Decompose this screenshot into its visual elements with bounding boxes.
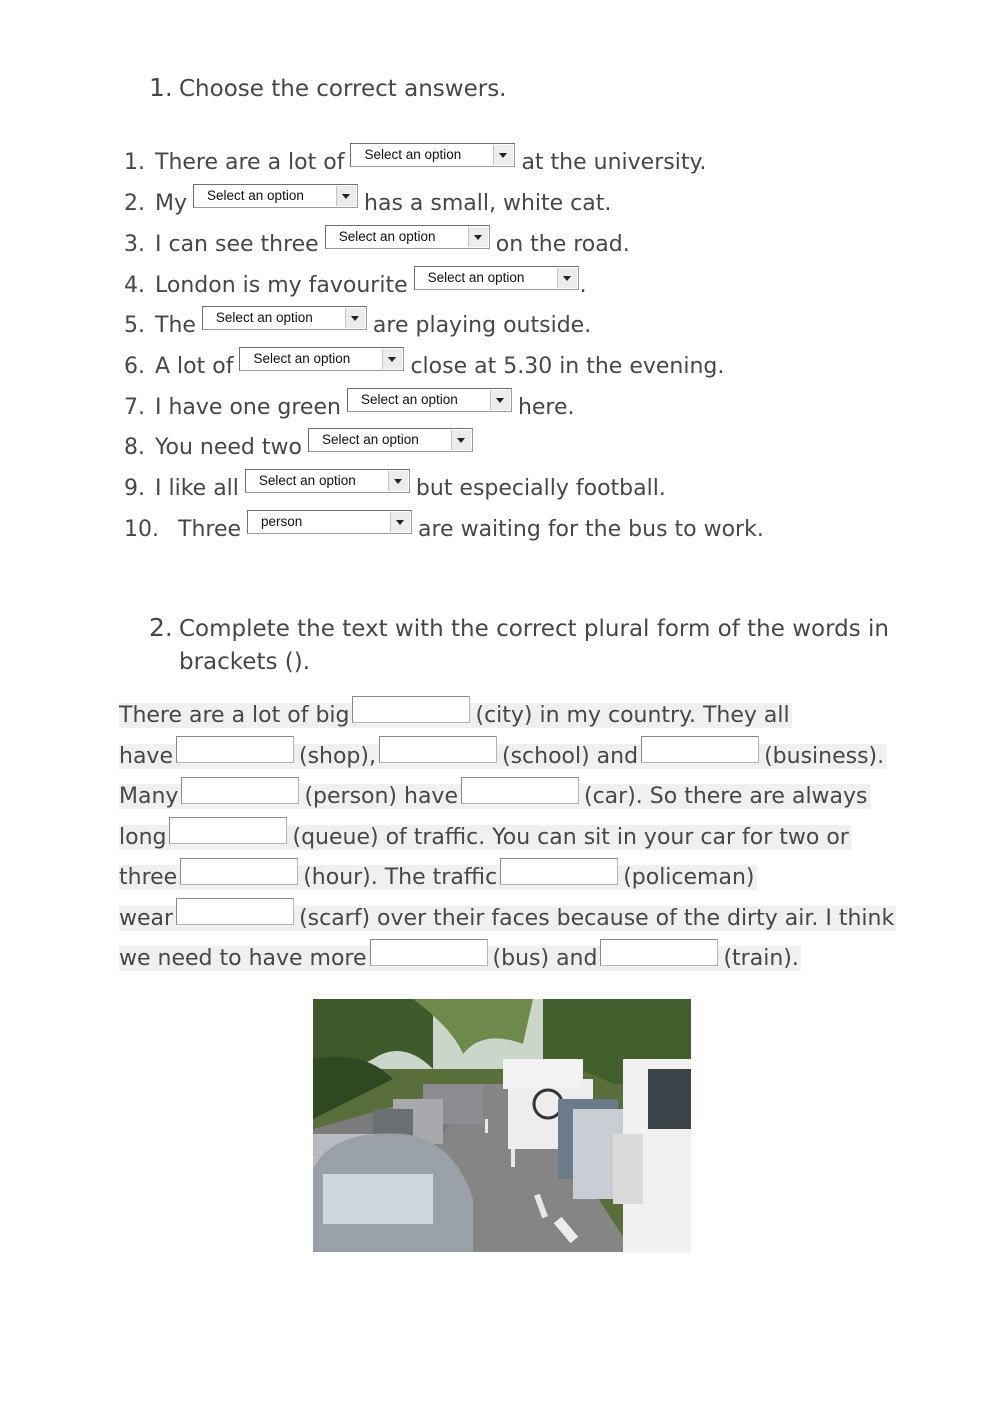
answer-select-5[interactable]: [202, 306, 367, 330]
paragraph-text: (train).: [723, 946, 799, 971]
section-2-title-line-1: Complete the text with the correct plural form of the words in: [179, 616, 890, 642]
paragraph-line-4: [119, 818, 896, 859]
question-number: 5.: [124, 313, 145, 338]
paragraph-line-1-content: [119, 703, 792, 728]
answer-input-hour[interactable]: [180, 858, 298, 885]
question-number: 10.: [124, 517, 159, 542]
paragraph-line-7: [119, 939, 896, 980]
answer-input-train[interactable]: [600, 939, 718, 966]
paragraph-line-7-content: [119, 946, 801, 971]
dropdown-arrow-icon[interactable]: [382, 349, 402, 369]
answer-select-4[interactable]: [414, 266, 579, 290]
section-2-title-line-2: brackets ().: [179, 649, 311, 675]
section-2-heading-continued: [179, 645, 310, 680]
select-value: Select an option: [253, 351, 351, 366]
question-1: [124, 143, 706, 183]
answer-input-scarf[interactable]: [176, 898, 294, 925]
section-1-number: 1.: [149, 73, 173, 102]
paragraph-text: (shop),: [298, 743, 376, 769]
question-text-after: here.: [517, 395, 575, 420]
section-1-heading: [149, 70, 507, 107]
question-text-before: London is my favourite: [155, 273, 408, 298]
paragraph-text: long: [119, 824, 167, 850]
answer-input-business[interactable]: [641, 736, 759, 763]
paragraph-text: (policeman): [623, 865, 755, 890]
paragraph-line-5-content: [119, 865, 757, 890]
paragraph-line-6-content: [119, 906, 896, 931]
question-text-before: You need two: [155, 435, 302, 460]
select-value: Select an option: [321, 432, 419, 447]
dropdown-arrow-icon[interactable]: [451, 430, 471, 450]
answer-select-9[interactable]: [245, 469, 410, 493]
question-text-after: but especially football.: [415, 476, 666, 501]
paragraph-text: (school) and: [501, 743, 639, 769]
answer-select-8[interactable]: [308, 428, 473, 452]
paragraph-text: three: [119, 865, 178, 890]
dropdown-arrow-icon[interactable]: [390, 512, 410, 532]
dropdown-arrow-icon[interactable]: [336, 186, 356, 206]
select-value: Select an option: [215, 310, 313, 325]
question-text-before: The: [155, 313, 196, 338]
question-4: [124, 266, 587, 306]
dropdown-arrow-icon[interactable]: [557, 268, 577, 288]
answer-input-car[interactable]: [461, 777, 579, 804]
paragraph-text: (person) have: [304, 784, 458, 809]
question-number: 2.: [124, 191, 145, 216]
select-value: Select an option: [338, 229, 436, 244]
question-text-before: I have one green: [155, 395, 341, 420]
question-number: 1.: [124, 150, 145, 175]
question-text-after: .: [579, 273, 587, 298]
question-5: [124, 306, 591, 346]
question-text-before: There are a lot of: [155, 150, 345, 175]
answer-input-bus[interactable]: [370, 939, 488, 966]
paragraph-text: have: [119, 743, 173, 769]
paragraph-text: (bus) and: [492, 946, 598, 971]
dropdown-arrow-icon[interactable]: [493, 145, 513, 165]
question-text-before: I like all: [155, 476, 239, 501]
question-text-before: Three: [178, 517, 242, 542]
dropdown-arrow-icon[interactable]: [388, 471, 408, 491]
question-number: 8.: [124, 435, 145, 460]
answer-select-1[interactable]: [350, 143, 515, 167]
question-number: 9.: [124, 476, 145, 501]
question-text-before: My: [155, 191, 188, 216]
question-text-before: I can see three: [155, 232, 319, 257]
question-6: [124, 347, 724, 387]
question-3: [124, 225, 630, 265]
question-number: 4.: [124, 273, 145, 298]
paragraph-line-1: [119, 696, 896, 737]
answer-select-3[interactable]: [325, 225, 490, 249]
question-number: 3.: [124, 232, 145, 257]
answer-select-7[interactable]: [347, 388, 512, 412]
question-10: [124, 510, 764, 550]
dropdown-arrow-icon[interactable]: [490, 390, 510, 410]
answer-input-city[interactable]: [352, 696, 470, 723]
select-value: Select an option: [360, 392, 458, 407]
paragraph-line-2: [119, 737, 896, 778]
paragraph-text: (car). So there are always: [584, 784, 868, 809]
select-value: Select an option: [427, 270, 525, 285]
select-value: Select an option: [364, 147, 462, 162]
traffic-jam-illustration: [313, 999, 691, 1252]
paragraph-line-3-content: [119, 784, 870, 809]
traffic-jam-photo: [313, 999, 691, 1252]
paragraph-text: Many: [119, 784, 179, 809]
paragraph-text: (business).: [764, 743, 885, 769]
answer-select-6[interactable]: [239, 347, 404, 371]
paragraph-text: we need to have more: [119, 946, 367, 971]
section-2-number: 2.: [149, 613, 173, 642]
fill-in-paragraph: [119, 696, 896, 980]
question-7: [124, 388, 575, 428]
question-text-after: are playing outside.: [372, 313, 592, 338]
section-2-heading: [149, 610, 889, 647]
answer-select-10[interactable]: [247, 510, 412, 534]
paragraph-line-6: [119, 899, 896, 940]
paragraph-line-5: [119, 858, 896, 899]
question-9: [124, 469, 666, 509]
paragraph-text: (city) in my country. They all: [475, 703, 790, 728]
question-text-before: A lot of: [155, 354, 234, 379]
select-value: Select an option: [258, 473, 356, 488]
question-2: [124, 184, 611, 224]
question-number: 6.: [124, 354, 145, 379]
dropdown-arrow-icon[interactable]: [468, 227, 488, 247]
question-text-after: at the university.: [521, 150, 707, 175]
paragraph-line-4-content: [119, 825, 851, 850]
question-text-after: has a small, white cat.: [364, 191, 612, 216]
paragraph-line-3: [119, 777, 896, 818]
question-8: [124, 428, 479, 468]
answer-input-school[interactable]: [379, 736, 497, 763]
dropdown-arrow-icon[interactable]: [345, 308, 365, 328]
answer-input-shop[interactable]: [176, 736, 294, 763]
paragraph-line-2-content: [119, 744, 886, 769]
answer-input-queue[interactable]: [169, 817, 287, 844]
question-text-after: close at 5.30 in the evening.: [410, 354, 725, 379]
select-value: Select an option: [207, 188, 304, 203]
question-number: 7.: [124, 395, 145, 420]
paragraph-text: (queue) of traffic. You can sit in your car for two or: [292, 824, 849, 850]
select-value: person: [261, 514, 303, 529]
paragraph-text: wear: [119, 905, 174, 931]
section-1-title: Choose the correct answers.: [179, 76, 507, 102]
question-text-after: are waiting for the bus to work.: [418, 517, 764, 542]
paragraph-text: There are a lot of big: [119, 703, 350, 728]
paragraph-text: (hour). The traffic: [303, 865, 498, 890]
paragraph-text: (scarf) over their faces because of the dirty air. I think: [299, 905, 895, 931]
answer-input-policeman[interactable]: [500, 858, 618, 885]
answer-input-person[interactable]: [181, 777, 299, 804]
question-text-after: on the road.: [495, 232, 630, 257]
answer-select-2[interactable]: [193, 184, 358, 208]
